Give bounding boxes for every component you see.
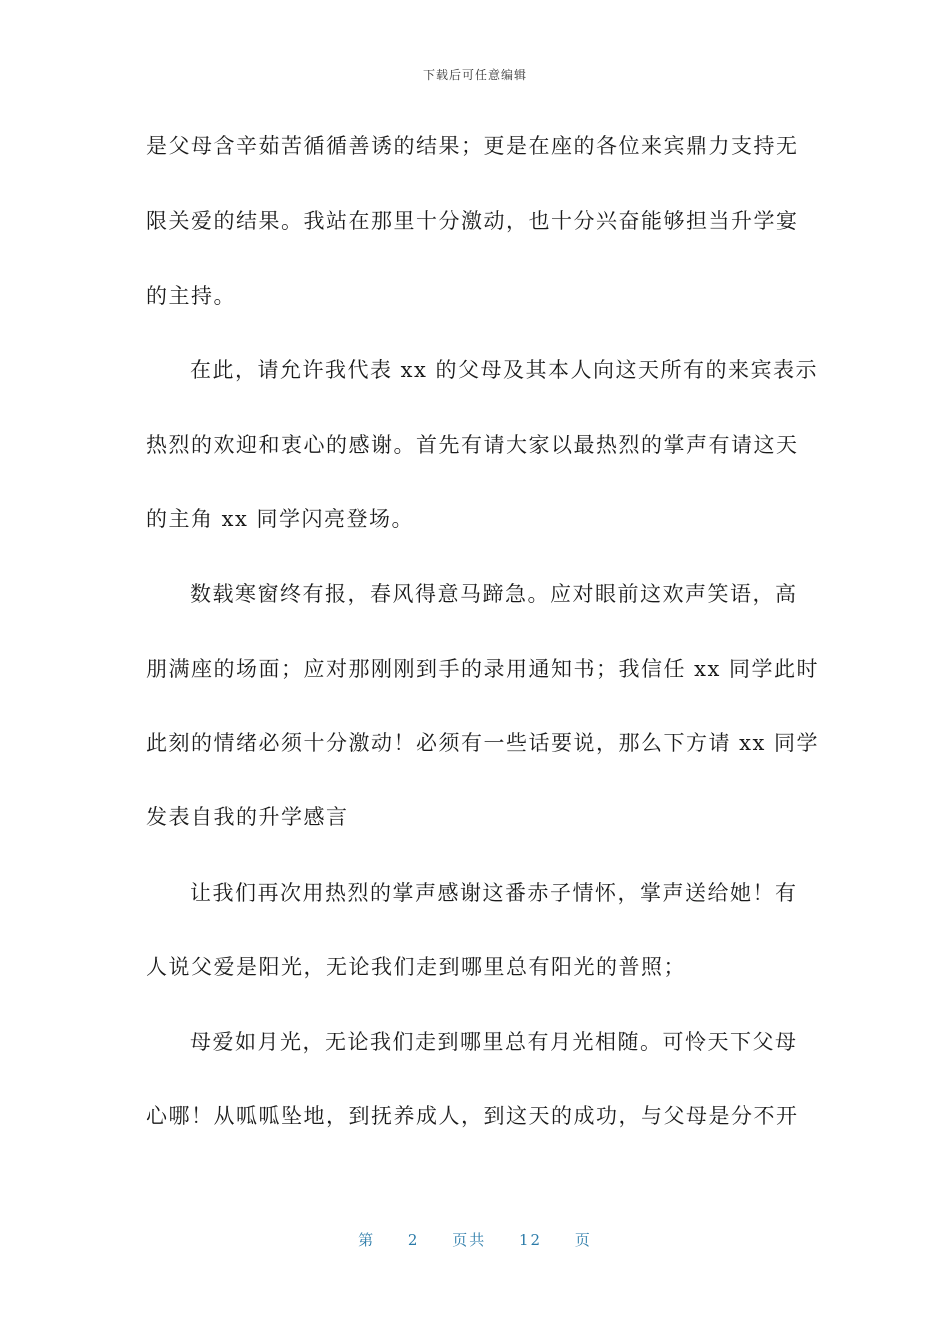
- text-line: 限关爱的结果。我站在那里十分激动，也十分兴奋能够担当升学宴: [146, 209, 799, 233]
- page-suffix: 页: [574, 1231, 592, 1249]
- text-line: 朋满座的场面；应对那刚刚到手的录用通知书；我信任 xx 同学此时: [146, 657, 820, 681]
- page-prefix: 第: [358, 1231, 376, 1249]
- text-line: 母爱如月光，无论我们走到哪里总有月光相随。可怜天下父母: [190, 1030, 798, 1054]
- text-line: 是父母含辛茹苦循循善诱的结果；更是在座的各位来宾鼎力支持无: [146, 134, 799, 158]
- text-line: 发表自我的升学感言: [146, 805, 349, 829]
- current-page-number: 2: [407, 1231, 420, 1249]
- text-line: 让我们再次用热烈的掌声感谢这番赤子情怀，掌声送给她！有: [190, 881, 798, 905]
- text-line: 此刻的情绪必须十分激动！必须有一些话要说，那么下方请 xx 同学: [146, 731, 820, 755]
- text-line: 在此，请允许我代表 xx 的父母及其本人向这天所有的来宾表示: [190, 358, 819, 382]
- page-middle: 页共: [452, 1231, 487, 1249]
- page-footer: [0, 1229, 950, 1250]
- text-line: 数载寒窗终有报，春风得意马蹄急。应对眼前这欢声笑语，高: [190, 582, 798, 606]
- page-header: 下载后可任意编辑: [422, 68, 527, 82]
- text-line: 热烈的欢迎和衷心的感谢。首先有请大家以最热烈的掌声有请这天: [146, 433, 799, 457]
- text-line: 的主角 xx 同学闪亮登场。: [146, 507, 415, 531]
- total-page-number: 12: [519, 1231, 543, 1249]
- text-line: 的主持。: [146, 284, 236, 308]
- text-line: 人说父爱是阳光，无论我们走到哪里总有阳光的普照；: [146, 955, 686, 979]
- text-line: 心哪！从呱呱坠地，到抚养成人，到这天的成功，与父母是分不开: [146, 1104, 799, 1128]
